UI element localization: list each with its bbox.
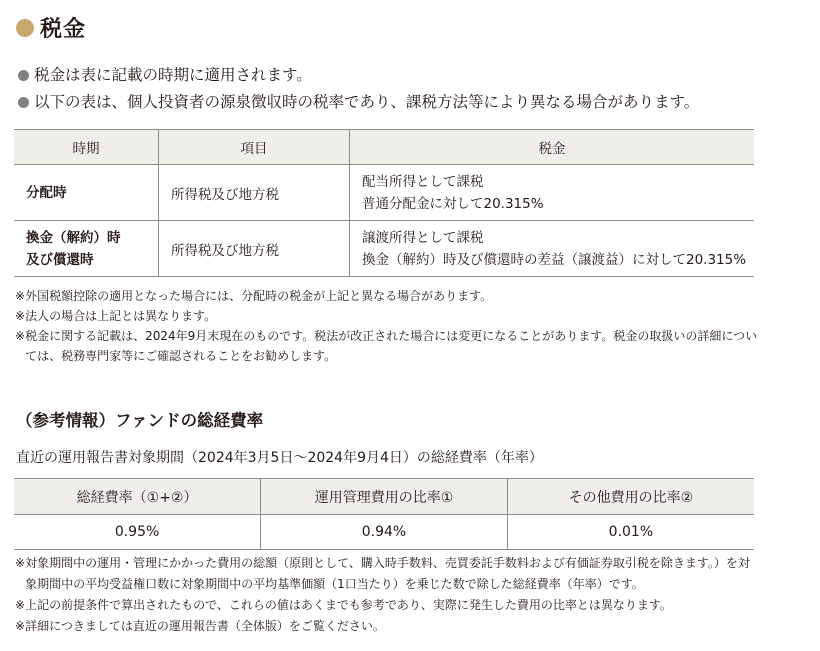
value-management-ratio: 0.94%: [261, 515, 508, 550]
table-row: [14, 515, 754, 550]
note-item: ※ 詳細につきましては直近の運用報告書（全体版）をご覧ください。: [15, 619, 385, 633]
table-row: [14, 165, 754, 221]
reference-period: 直近の運用報告書対象期間（2024年3月5日～2024年9月4日）の総経費率（年率）: [16, 450, 543, 466]
bullet-text: 以下の表は、個人投資者の源泉徴収時の税率であり、課税方法等により異なる場合があります。: [34, 93, 700, 111]
cell-tax: 配当所得として課税 普通分配金に対して20.315%: [350, 165, 755, 221]
tax-notes: [15, 286, 760, 366]
reference-title: （参考情報）ファンドの総経費率: [16, 411, 264, 430]
expense-ratio-table: [14, 478, 754, 550]
cell-period: 分配時: [14, 165, 159, 221]
header-tax: 税金: [350, 130, 755, 165]
tax-table: [14, 129, 754, 277]
bullet-dot-icon: [18, 97, 29, 108]
ratio-notes: [15, 553, 760, 637]
section-title-text: 税金: [40, 17, 87, 42]
header-total-ratio: 総経費率（①+②）: [14, 479, 261, 515]
header-management-ratio: 運用管理費用の比率①: [261, 479, 508, 515]
section-title: [16, 12, 86, 43]
cell-period: 換金（解約）時 及び償還時: [14, 221, 159, 277]
note-item: ※ 法人の場合は上記とは異なります。: [15, 309, 217, 323]
note-item: ※ 税金に関する記載は、2024年9月末現在のものです。税法が改正された場合には変更になることがあります。税金の取扱いの詳細については、税務専門家等にご確認されることをお勧めします。: [15, 329, 758, 363]
header-period: 時期: [14, 130, 159, 165]
note-item: ※ 外国税額控除の適用となった場合には、分配時の税金が上記と異なる場合があります。: [15, 289, 493, 303]
note-item: ※ 上記の前提条件で算出されたもので、これらの値はあくまでも参考であり、実際に発生した費用の比率とは異なります。: [15, 598, 672, 612]
ratio-table-header-row: [14, 479, 754, 515]
table-row: [14, 221, 754, 277]
cell-tax: 譲渡所得として課税 換金（解約）時及び償還時の差益（譲渡益）に対して20.315%: [350, 221, 755, 277]
circle-bullet-icon: [16, 19, 34, 37]
bullet-dot-icon: [18, 70, 29, 81]
value-other-ratio: 0.01%: [507, 515, 754, 550]
bullet-list: [18, 62, 699, 116]
cell-item: 所得税及び地方税: [159, 165, 350, 221]
bullet-text: 税金は表に記載の時期に適用されます。: [34, 66, 312, 84]
tax-table-header-row: [14, 130, 754, 165]
note-item: ※ 対象期間中の運用・管理にかかった費用の総額（原則として、購入時手数料、売買委託手数料および有価証券取引税を除きます。）を対象期間中の平均受益権口数に対象期間中の平均基準価額（1口当たり）を乗じた数で除した総経費率（年率）です。: [15, 556, 750, 591]
bullet-item: [18, 62, 699, 89]
header-item: 項目: [159, 130, 350, 165]
value-total-ratio: 0.95%: [14, 515, 261, 550]
header-other-ratio: その他費用の比率②: [507, 479, 754, 515]
bullet-item: [18, 89, 699, 116]
cell-item: 所得税及び地方税: [159, 221, 350, 277]
